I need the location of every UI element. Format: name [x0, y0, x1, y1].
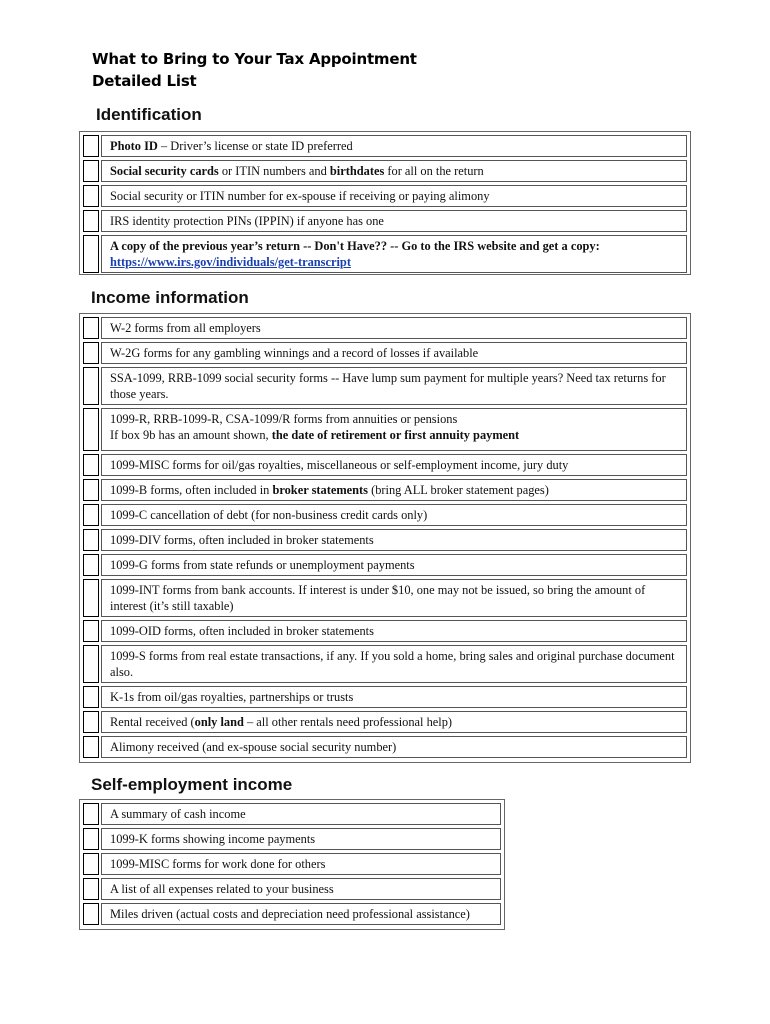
checklist-item [101, 135, 687, 157]
checklist-item [101, 367, 687, 405]
item-text: Social security or ITIN number for ex-spouse if receiving or paying alimony [110, 189, 490, 203]
checklist-item [101, 620, 687, 642]
checklist-item [101, 645, 687, 683]
item-text: 1099-C cancellation of debt (for non-business credit cards only) [110, 508, 428, 522]
self-employment-checklist [79, 799, 505, 930]
checkbox[interactable] [83, 235, 99, 273]
checkbox[interactable] [83, 579, 99, 617]
item-bold-text: Social security cards [110, 164, 219, 178]
item-bold-text: A copy of the previous year’s return -- Don't Have?? -- Go to the IRS website and get a copy: [110, 239, 600, 253]
checklist-item [101, 185, 687, 207]
item-bold-text: only land [194, 715, 244, 729]
item-text: Alimony received (and ex-spouse social security number) [110, 740, 397, 754]
item-text: for all on the return [384, 164, 484, 178]
checklist-item [101, 479, 687, 501]
checkbox[interactable] [83, 454, 99, 476]
title-line-1: What to Bring to Your Tax Appointment [92, 50, 417, 68]
item-text: If box 9b has an amount shown, [110, 427, 272, 442]
checkbox[interactable] [83, 160, 99, 182]
item-text: A list of all expenses related to your business [110, 882, 334, 896]
checkbox[interactable] [83, 828, 99, 850]
checkbox[interactable] [83, 529, 99, 551]
item-text: 1099-MISC forms for oil/gas royalties, miscellaneous or self-employment income, jury duty [110, 458, 569, 472]
item-bold-text: birthdates [329, 164, 385, 178]
checkbox[interactable] [83, 736, 99, 758]
item-text: – Driver’s license or state ID preferred [157, 139, 353, 153]
item-text: Rental received ( [110, 715, 195, 729]
income-heading: Income information [91, 288, 249, 307]
checklist-item [101, 736, 687, 758]
checklist-item [101, 803, 501, 825]
item-text: Miles driven (actual costs and depreciation need professional assistance) [110, 907, 470, 921]
item-text: 1099-INT forms from bank accounts. If interest is under $10, one may not be issued, so bring the amount of interest (it’s still taxable) [110, 583, 646, 613]
checklist-item [101, 317, 687, 339]
self-employment-heading: Self-employment income [91, 775, 293, 794]
item-text: W-2G forms for any gambling winnings and a record of losses if available [110, 346, 479, 360]
checklist-item [101, 342, 687, 364]
item-text: 1099-K forms showing income payments [110, 832, 316, 846]
item-text: (bring ALL broker statement pages) [368, 483, 549, 497]
item-text: W-2 forms from all employers [110, 321, 261, 335]
checkbox[interactable] [83, 210, 99, 232]
checklist-item [101, 235, 687, 273]
checkbox[interactable] [83, 367, 99, 405]
item-bold-text: the date of retirement or first annuity payment [271, 427, 520, 442]
checklist-item [101, 554, 687, 576]
item-text: 1099-OID forms, often included in broker statements [110, 624, 374, 638]
item-text: or ITIN numbers and [218, 164, 330, 178]
checklist-item [101, 878, 501, 900]
checkbox[interactable] [83, 903, 99, 925]
checkbox[interactable] [83, 185, 99, 207]
checkbox[interactable] [83, 803, 99, 825]
checkbox[interactable] [83, 686, 99, 708]
item-text: 1099-MISC forms for work done for others [110, 857, 326, 871]
checkbox[interactable] [83, 504, 99, 526]
checklist-item [101, 504, 687, 526]
item-text: SSA-1099, RRB-1099 social security forms -- Have lump sum payment for multiple years? Need tax returns for those years. [110, 371, 666, 401]
checklist-item [101, 711, 687, 733]
checkbox[interactable] [83, 479, 99, 501]
checklist-item [101, 686, 687, 708]
checklist-item [101, 529, 687, 551]
checkbox[interactable] [83, 342, 99, 364]
item-text: IRS identity protection PINs (IPPIN) if anyone has one [110, 214, 384, 228]
checklist-item [101, 579, 687, 617]
checkbox[interactable] [83, 645, 99, 683]
checklist-item [101, 408, 687, 451]
checkbox[interactable] [83, 853, 99, 875]
item-text: 1099-S forms from real estate transactions, if any. If you sold a home, bring sales and original purchase document also. [110, 649, 675, 679]
checkbox[interactable] [83, 408, 99, 451]
irs-transcript-link[interactable]: https://www.irs.gov/individuals/get-transcript [110, 254, 351, 269]
checkbox[interactable] [83, 135, 99, 157]
identification-heading: Identification [96, 105, 202, 124]
checkbox[interactable] [83, 317, 99, 339]
item-text: 1099-DIV forms, often included in broker statements [110, 533, 374, 547]
income-checklist [79, 313, 691, 763]
identification-checklist [79, 131, 691, 275]
item-text: A summary of cash income [110, 807, 246, 821]
item-bold-text: broker statements [272, 483, 368, 497]
checklist-item [101, 210, 687, 232]
checklist-item [101, 160, 687, 182]
title-line-2: Detailed List [92, 72, 197, 90]
checkbox[interactable] [83, 878, 99, 900]
checklist-item [101, 903, 501, 925]
checkbox[interactable] [83, 711, 99, 733]
document-title [92, 48, 417, 92]
item-bold-text: Photo ID [110, 139, 158, 153]
checkbox[interactable] [83, 620, 99, 642]
checklist-item [101, 828, 501, 850]
checklist-item [101, 853, 501, 875]
checkbox[interactable] [83, 554, 99, 576]
item-text: 1099-B forms, often included in [110, 483, 273, 497]
item-text: K-1s from oil/gas royalties, partnerships or trusts [110, 690, 354, 704]
checklist-item [101, 454, 687, 476]
item-text: 1099-R, RRB-1099-R, CSA-1099/R forms from annuities or pensions [110, 412, 458, 426]
item-text: 1099-G forms from state refunds or unemployment payments [110, 558, 415, 572]
item-text: – all other rentals need professional help) [243, 715, 453, 729]
